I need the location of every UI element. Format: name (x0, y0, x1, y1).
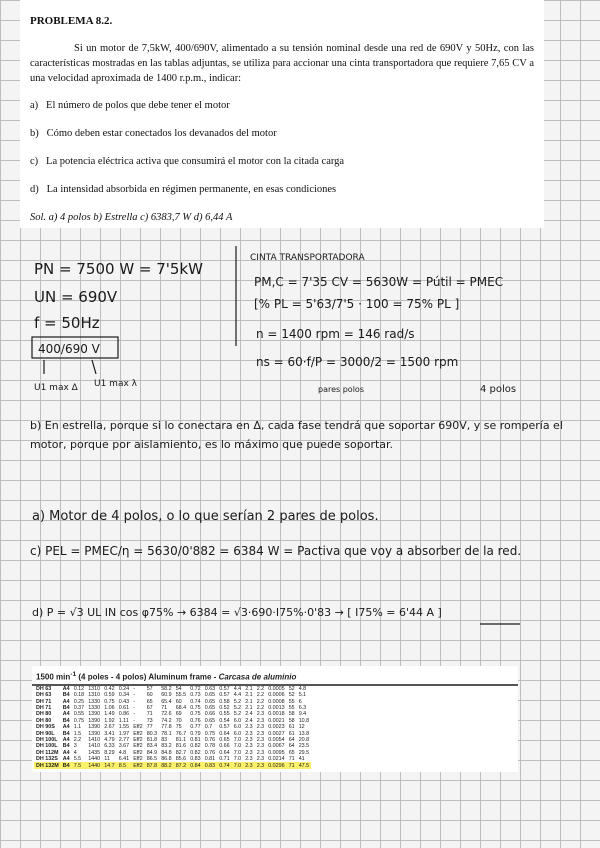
table-cell: 2.3 (245, 749, 253, 756)
table-cell: 2.3 (256, 736, 265, 743)
table-cell: B4 (62, 705, 70, 712)
table-cell: 0.72 (190, 685, 201, 692)
table-cell: 1440 (88, 762, 101, 769)
table-cell: Eff2 (133, 743, 143, 750)
table-cell: 0.25 (73, 698, 85, 705)
table-cell: DH 112M (36, 749, 59, 756)
table-cell: 54 (175, 685, 182, 692)
table-cell: - (133, 692, 135, 699)
table-cell: 72.6 (161, 711, 172, 718)
table-cell: 70 (175, 717, 182, 724)
table-cell: 7.0 (233, 749, 242, 756)
table-cell: 0.0095 (268, 749, 285, 756)
table-cell: 77 (146, 724, 153, 731)
hw-u-star: U1 max λ (94, 379, 137, 389)
table-caption (32, 666, 518, 686)
table-cell: 0.65 (204, 717, 216, 724)
table-cell: 4.8 (118, 749, 127, 756)
table-cell: 6.0 (233, 724, 242, 731)
table-cell: 1410 (88, 736, 101, 743)
table-cell: 0.71 (219, 756, 230, 763)
table-cell: B4 (62, 762, 70, 769)
table-cell: 2.3 (245, 736, 253, 743)
table-cell: 2.77 (118, 736, 130, 743)
hw-c-answer: c) PEL = PMEC/η = 5630/0'882 = 6384 W = Pactiva que voy a absorber de la red. (30, 544, 522, 558)
item-b-text: Cómo deben estar conectados los devanados del motor (46, 128, 277, 139)
table-cell: 1330 (88, 698, 101, 705)
table-cell: A4 (62, 698, 70, 705)
table-cell: 1.49 (104, 711, 115, 718)
table-cell: 5.2 (233, 705, 242, 712)
caption-italic: Carcasa de aluminio (218, 672, 297, 682)
table-cell: 0.7 (204, 724, 213, 731)
hw-u-delta: U1 max Δ (34, 383, 78, 393)
hw-a-answer: a) Motor de 4 polos, o lo que serían 2 pares de polos. (32, 509, 379, 524)
item-a-text: El número de polos que debe tener el motor (46, 100, 230, 111)
caption-sup: -1 (70, 671, 77, 678)
table-cell: DH 132M (36, 762, 59, 769)
table-cell: 2.2 (256, 705, 265, 712)
problem-statement: Si un motor de 7,5kW, 400/690V, alimentado a su tensión nominal desde una red de 690V y 50Hz, con las características mostradas en las tablas adjuntas, se utiliza para accionar una cinta transportadora que requiere 7,65 CV a una velocidad aproximada de 1400 r.p.m., indicar: (30, 43, 534, 84)
table-cell: 1.97 (118, 730, 130, 737)
table-cell: 0.75 (73, 717, 85, 724)
table-cell: 0.12 (73, 685, 85, 692)
table-cell: 7.0 (233, 756, 242, 763)
table-cell: 0.79 (190, 730, 201, 737)
table-cell: Eff2 (133, 724, 143, 731)
table-cell: 83.2 (161, 743, 172, 750)
table-cell: DH 71 (36, 698, 52, 705)
solution-line: Sol. a) 4 polos b) Estrella c) 6383,7 W d) 6,44 A (30, 212, 233, 223)
table-cell: 1410 (88, 743, 101, 750)
table-cell: 58 (288, 711, 295, 718)
table-cell: 7.0 (233, 743, 242, 750)
table-cell: 0.73 (190, 692, 201, 699)
table-cell: 83 (161, 736, 168, 743)
hw-volt-box: 400/690 V (38, 342, 100, 356)
table-cell: 2.3 (256, 756, 265, 763)
hw-ns: ns = 60·f/P = 3000/2 = 1500 rpm (256, 355, 459, 369)
table-cell: 7.0 (233, 762, 242, 769)
table-cell: 71 (161, 705, 168, 712)
table-cell: 0.81 (204, 756, 216, 763)
table-cell: 0.57 (219, 724, 230, 731)
table-cell: DH 63 (36, 692, 52, 699)
table-cell: 2.1 (245, 698, 253, 705)
table-cell: 10.8 (298, 717, 310, 724)
table-cell: 1.06 (104, 705, 115, 712)
hw-speed: n = 1400 rpm = 146 rad/s (256, 327, 415, 341)
table-cell: 0.0027 (268, 730, 285, 737)
item-d-text: La intensidad absorbida en régimen permanente, en esas condiciones (46, 184, 337, 195)
table-cell: B4 (62, 743, 70, 750)
table-cell: 77.8 (161, 724, 172, 731)
table-cell: 4.8 (298, 685, 307, 692)
table-cell: 0.0008 (268, 698, 285, 705)
table-cell: 41 (298, 756, 305, 763)
table-cell: 2.3 (256, 762, 265, 769)
table-cell: 64 (288, 743, 295, 750)
table-cell: 0.66 (219, 743, 230, 750)
table-cell: 0.55 (219, 711, 230, 718)
table-cell: 4.4 (233, 685, 242, 692)
table-cell: 0.78 (204, 743, 216, 750)
table-cell: 1310 (88, 692, 101, 699)
table-cell: 83.4 (146, 743, 158, 750)
table-cell: A4 (62, 749, 70, 756)
table-cell: 82.7 (175, 749, 187, 756)
table-cell: 65 (288, 749, 295, 756)
table-cell: 76.7 (175, 730, 187, 737)
table-cell: 0.0296 (268, 762, 285, 769)
hw-c-block (30, 542, 586, 582)
table-cell: 0.0013 (268, 705, 285, 712)
table-cell: 81.1 (175, 736, 187, 743)
hw-arrow-star (92, 360, 96, 374)
table-cell: 61 (288, 730, 295, 737)
table-cell: 0.24 (118, 685, 130, 692)
item-c-letter: c) (30, 156, 39, 167)
table-cell: 2.4 (245, 717, 253, 724)
table-cell: 1435 (88, 749, 101, 756)
table-cell: - (133, 685, 135, 692)
table-cell: 67 (146, 705, 153, 712)
table-cell: Eff2 (133, 736, 143, 743)
table-cell: B4 (62, 730, 70, 737)
table-cell: - (133, 711, 135, 718)
table-cell: 0.65 (204, 705, 216, 712)
table-cell: 84.9 (146, 749, 158, 756)
table-cell: DH 132S (36, 756, 58, 763)
table-cell: 68.4 (175, 705, 187, 712)
table-cell: 0.75 (104, 698, 115, 705)
table-cell: 81.6 (175, 743, 187, 750)
table-cell: 65 (146, 698, 153, 705)
table-cell: DH 90S (36, 724, 55, 731)
table-cell: 60 (146, 692, 153, 699)
table-cell: 0.86 (118, 711, 130, 718)
table-cell: - (133, 705, 135, 712)
table-cell: 2.1 (245, 685, 253, 692)
table-cell: 6.0 (233, 717, 242, 724)
table-cell: 0.55 (73, 711, 85, 718)
table-cell: 6.33 (104, 743, 115, 750)
table-cell: 0.65 (204, 698, 216, 705)
table-cell: 0.0023 (268, 724, 285, 731)
table-cell: 52 (288, 685, 295, 692)
table-cell: DH 80 (36, 717, 52, 724)
table-cell: Eff2 (133, 756, 143, 763)
caption-rest: (4 poles - 4 polos) Aluminum frame - (76, 672, 219, 682)
table-cell: 2.3 (245, 724, 253, 731)
table-cell: 6 (298, 698, 302, 705)
table-cell: 2.2 (73, 736, 82, 743)
table-cell: 0.74 (190, 698, 201, 705)
table-cell: 87.2 (175, 762, 187, 769)
table-cell: 2.3 (256, 749, 265, 756)
table-cell: 9.4 (298, 711, 307, 718)
table-cell: 2.3 (245, 762, 253, 769)
table-cell: 0.84 (190, 762, 201, 769)
table-cell: 0.66 (204, 711, 216, 718)
table-cell: 86.5 (146, 756, 158, 763)
table-cell: DH 100L (36, 736, 58, 743)
table-cell: 61 (288, 724, 295, 731)
table-cell: 0.76 (190, 717, 201, 724)
table-cell: 4.79 (104, 736, 115, 743)
table-cell: 55 (288, 705, 295, 712)
item-b-letter: b) (30, 128, 39, 139)
item-c-text: La potencia eléctrica activa que consumirá el motor con la citada carga (46, 156, 345, 167)
table-cell: 23.5 (298, 743, 310, 750)
table-cell: 2.1 (245, 705, 253, 712)
table-cell: 78.1 (161, 730, 172, 737)
table-cell: 0.37 (73, 705, 85, 712)
hw-pct: [% PL = 5'63/7'5 · 100 = 75% PL ] (254, 297, 460, 311)
table-cell: 6.0 (233, 730, 242, 737)
table-cell: 57 (146, 685, 153, 692)
table-cell: DH 80 (36, 711, 52, 718)
hw-b-answer: b) En estrella, porque si lo conectara en Δ, cada fase tendrá que soportar 690V, y se rompería el motor, porque por aislamiento, es lo máximo que puede soportar. (30, 419, 563, 451)
table-cell: 58.2 (161, 685, 172, 692)
table-cell: 13.8 (298, 730, 310, 737)
table-cell: 20.8 (298, 736, 310, 743)
table-cell: 5.1 (298, 692, 307, 699)
table-cell: 1.11 (118, 717, 129, 724)
table-cell: 60 (175, 698, 182, 705)
table-cell: 71 (288, 762, 295, 769)
table-cell: 2.3 (256, 717, 265, 724)
table-cell: 65.4 (161, 698, 172, 705)
table-cell: 0.81 (190, 736, 201, 743)
table-cell: 0.0021 (268, 717, 285, 724)
table-cell: 7.5 (72, 762, 87, 768)
table-cell: 0.82 (190, 749, 201, 756)
table-cell: 1.92 (104, 717, 115, 724)
table-cell: 64 (288, 736, 295, 743)
table-cell: 0.74 (219, 762, 230, 769)
table-cell: 80.3 (146, 730, 158, 737)
table-cell: 1390 (88, 711, 101, 718)
table-cell: 0.64 (219, 749, 230, 756)
table-cell: 3.41 (104, 730, 115, 737)
table-cell: 55.5 (175, 692, 187, 699)
table-cell: 2.3 (256, 724, 265, 731)
table-cell: 0.75 (190, 711, 201, 718)
table-cell: 14.7 (104, 762, 115, 769)
table-cell: DH 71 (36, 705, 52, 712)
table-cell: Eff2 (133, 749, 143, 756)
table-cell: 0.58 (219, 698, 230, 705)
table-cell: 2.3 (245, 743, 253, 750)
table-cell: DH 100L (36, 743, 58, 750)
item-a-letter: a) (30, 100, 39, 111)
table-cell: 87.8 (146, 762, 158, 769)
table-cell: 0.61 (118, 705, 130, 712)
item-d-letter: d) (30, 184, 39, 195)
table-cell: 0.34 (118, 692, 130, 699)
hw-d-answer: d) P = √3 UL IN cos φ75% → 6384 = √3·690·I75%·0'83 → [ I75% = 6'44 A ] (32, 606, 442, 619)
table-cell: 5.5 (73, 756, 82, 763)
table-cell: 1310 (88, 685, 101, 692)
table-cell: DH 90L (36, 730, 55, 737)
table-cell: 8.5 (117, 762, 132, 768)
table-cell: 0.65 (204, 692, 216, 699)
handwritten-notes (0, 228, 600, 648)
table-cell: 0.57 (219, 685, 230, 692)
table-cell: 0.52 (219, 705, 230, 712)
table-cell: 0.83 (190, 756, 201, 763)
table-cell: 0.0054 (268, 736, 285, 743)
table-cell: 2.1 (245, 692, 253, 699)
table-cell: 1.1 (73, 724, 82, 731)
table-cell: 2.3 (245, 730, 253, 737)
table-cell: 2.67 (104, 724, 115, 731)
table-cell: 6.3 (298, 705, 307, 712)
table-cell: 1330 (88, 705, 101, 712)
motor-table (34, 686, 311, 769)
table-cell: 5.2 (233, 698, 242, 705)
table-cell: 2.2 (256, 692, 265, 699)
problem-header (20, 0, 544, 228)
item-d (30, 182, 534, 197)
table-cell: 0.77 (190, 724, 201, 731)
table-cell: 73 (146, 717, 153, 724)
table-cell: 3 (73, 743, 77, 750)
table-cell: A4 (62, 724, 70, 731)
table-cell: 52 (288, 692, 295, 699)
table-cell: 2.2 (256, 698, 265, 705)
table-cell: 0.0067 (268, 743, 285, 750)
table-cell: A4 (62, 756, 70, 763)
table-cell: 0.59 (104, 692, 115, 699)
table-cell: 0.83 (204, 762, 216, 769)
table-cell: B4 (62, 717, 70, 724)
table-cell: 3.67 (118, 743, 130, 750)
table-cell: - (133, 698, 135, 705)
table-cell: 0.42 (104, 685, 115, 692)
hw-pn: PN = 7500 W = 7'5kW (34, 260, 203, 278)
table-cell: 0.43 (118, 698, 130, 705)
motor-table-body (34, 686, 311, 769)
item-b (30, 126, 534, 141)
motor-data-table (32, 666, 518, 772)
table-cell: 8.29 (104, 749, 115, 756)
hw-b-block (30, 416, 586, 478)
table-cell: 0.82 (190, 743, 201, 750)
hw-f: f = 50Hz (34, 314, 100, 332)
table-cell: 1390 (88, 724, 101, 731)
problem-title: PROBLEMA 8.2. (30, 15, 113, 27)
table-cell: 0.75 (204, 730, 216, 737)
hw-cinta-title: CINTA TRANSPORTADORA (250, 253, 365, 263)
table-cell: 71 (288, 756, 295, 763)
table-cell: 12 (298, 724, 305, 731)
table-cell: 0.65 (219, 736, 230, 743)
table-cell: 1390 (88, 717, 101, 724)
table-cell: B4 (62, 692, 70, 699)
table-cell: 84.8 (161, 749, 172, 756)
table-cell: 47.5 (298, 762, 310, 769)
table-cell: 0.63 (204, 685, 216, 692)
table-cell: 69 (175, 711, 182, 718)
table-cell: 2.4 (245, 711, 253, 718)
item-c (30, 154, 534, 169)
table-cell: 0.54 (219, 717, 230, 724)
table-cell: 60.9 (161, 692, 172, 699)
table-cell: 75 (175, 724, 182, 731)
caption-prefix: 1500 min (36, 672, 71, 682)
hw-un: UN = 690V (34, 288, 118, 306)
table-cell: A4 (62, 711, 70, 718)
table-cell: 2.3 (256, 711, 265, 718)
table-cell: 2.3 (245, 756, 253, 763)
table-cell: A4 (62, 736, 70, 743)
table-cell: 74.2 (161, 717, 172, 724)
table-cell: 85.6 (175, 756, 187, 763)
table-cell: 0.76 (204, 749, 216, 756)
table-cell: 0.76 (204, 736, 216, 743)
table-cell: 81.8 (146, 736, 158, 743)
table-cell: 0.0214 (268, 756, 285, 763)
table-cell: Eff2 (133, 762, 143, 769)
table-cell: 1440 (88, 756, 101, 763)
table-cell: 11 (104, 756, 110, 763)
table-cell: 29.5 (298, 749, 310, 756)
table-cell: 4.4 (233, 692, 242, 699)
hw-polos4: 4 polos (480, 384, 517, 395)
item-a (30, 98, 534, 113)
table-cell: 86.8 (161, 756, 172, 763)
table-cell: 1.55 (118, 724, 130, 731)
table-cell: 4 (73, 749, 77, 756)
table-cell: 71 (146, 711, 153, 718)
table-cell: 2.3 (256, 730, 265, 737)
table-cell: 0.18 (73, 692, 85, 699)
table-cell: 5.2 (233, 711, 242, 718)
table-cell: 2.2 (256, 685, 265, 692)
hw-pmc: PM,C = 7'35 CV = 5630W = Pútil = PMEC (254, 275, 504, 289)
table-cell: Eff2 (133, 730, 143, 737)
hw-pares: pares polos (318, 385, 364, 394)
table-cell: 58 (288, 717, 295, 724)
table-row (34, 762, 311, 768)
table-cell: 2.3 (256, 743, 265, 750)
table-cell: A4 (62, 685, 70, 692)
table-cell: - (133, 717, 135, 724)
table-cell: 7.0 (233, 736, 242, 743)
table-cell: DH 63 (36, 685, 52, 692)
table-cell: 88.2 (161, 762, 172, 769)
table-cell: 55 (288, 698, 295, 705)
table-cell: 0.0018 (268, 711, 285, 718)
table-cell: 0.57 (219, 692, 230, 699)
table-cell: 0.0005 (268, 685, 285, 692)
table-cell: 1390 (88, 730, 101, 737)
table-cell: 1.5 (73, 730, 82, 737)
table-cell: 6.41 (118, 756, 130, 763)
table-cell: 0.75 (190, 705, 201, 712)
table-cell: 0.64 (219, 730, 230, 737)
table-cell: 0.0006 (268, 692, 285, 699)
